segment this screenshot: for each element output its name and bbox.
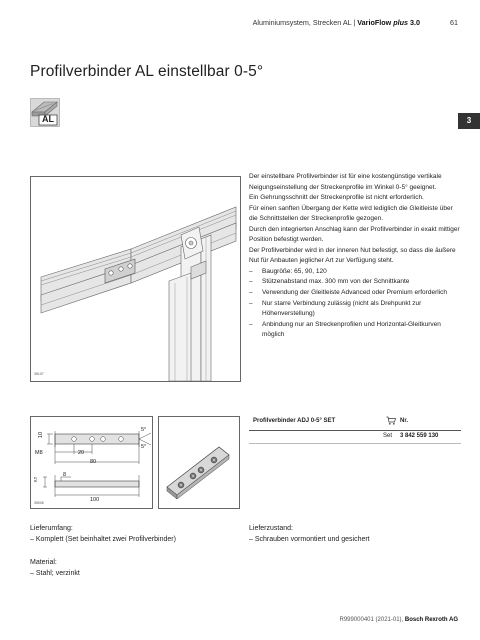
- material: [30, 557, 80, 579]
- material-label: Material:: [30, 559, 57, 566]
- chapter-tab: 3: [458, 113, 480, 129]
- delivery-state: [249, 523, 370, 545]
- feature-bullet: – Stützenabstand max. 300 mm von der Schnittkante: [249, 277, 461, 288]
- dim-thickness: 8: [63, 472, 67, 478]
- dim-pitch: 20: [78, 450, 85, 456]
- material-item: – Stahl; verzinkt: [30, 570, 80, 577]
- page-footer: [339, 617, 458, 623]
- page-title: Profilverbinder AL einstellbar 0-5°: [30, 63, 264, 80]
- description-paragraph: Durch den integrierten Anschlag kann der Profilverbinder in exakt mittiger Position befestigt werden.: [249, 225, 460, 244]
- product-description: [249, 172, 461, 341]
- dim-side-height: 8,5: [32, 476, 38, 483]
- part-number-header: Nr.: [400, 418, 409, 424]
- page-header: [0, 18, 480, 32]
- page-number: 61: [450, 18, 458, 27]
- dim-offset: M8: [35, 450, 43, 456]
- connector-assembly-drawing: [31, 177, 240, 381]
- feature-bullet: – Nur starre Verbindung zulässig (nicht als Drehpunkt zur Höhenverstellung): [249, 299, 461, 320]
- order-unit: Set: [383, 433, 393, 439]
- delivery-state-label: Lieferzustand:: [249, 525, 293, 532]
- delivery-scope-text: Komplett (Set beinhaltet zwei Profilverbinder): [35, 536, 176, 543]
- dim-angle-top: 5°: [141, 427, 147, 433]
- description-paragraph: Der einstellbare Profilverbinder ist für eine kostengünstige vertikale Neigungseinstellung der Streckenprofile im Winkel 0-5° geeignet.: [249, 173, 442, 191]
- shopping-cart-icon: [386, 416, 396, 427]
- material-text: Stahl; verzinkt: [35, 570, 80, 577]
- document-code: R999000401 (2021-01),: [339, 617, 404, 623]
- breadcrumb-brand: [357, 18, 420, 27]
- dimension-drawing: [30, 416, 153, 509]
- figure-number: 35107: [34, 372, 44, 376]
- dim-height: 10: [38, 431, 45, 439]
- product-photo: [158, 416, 240, 509]
- dim-length-bottom: 100: [90, 497, 100, 503]
- feature-bullet: – Baugröße: 65, 90, 120: [249, 267, 461, 278]
- description-paragraph: Ein Gehrungsschnitt der Streckenprofile ist nicht erforderlich.: [249, 194, 424, 202]
- al-profile-badge: [30, 98, 60, 127]
- feature-bullet: – Anbindung nur an Streckenprofilen und Horizontal-Gleitkurven möglich: [249, 320, 461, 341]
- company-name: Bosch Rexroth AG: [404, 617, 458, 623]
- delivery-state-item: – Schrauben vormontiert und gesichert: [249, 536, 370, 543]
- description-paragraph: Für einen sanften Übergang der Kette wird lediglich die Gleitleiste über die Schnittstellen der Streckenprofile gezogen.: [249, 204, 453, 223]
- brand-plus: plus: [393, 18, 408, 27]
- delivery-scope-item: – Komplett (Set beinhaltet zwei Profilverbinder): [30, 536, 176, 543]
- feature-bullet: – Verwendung der Gleitleiste Advanced oder Premium erforderlich: [249, 288, 461, 299]
- dim-angle-bottom: 5°: [141, 444, 147, 450]
- breadcrumb: [253, 18, 420, 27]
- part-number: 3 842 559 130: [400, 433, 439, 439]
- brand-name: VarioFlow: [357, 18, 392, 27]
- badge-label: AL: [42, 114, 54, 124]
- order-table-row: [249, 431, 461, 444]
- delivery-state-text: Schrauben vormontiert und gesichert: [254, 536, 370, 543]
- description-paragraph: Der Profilverbinder wird in der inneren Nut befestigt, so dass die äußere Nut für Anbauten jeglicher Art zur Verfügung steht.: [249, 246, 456, 265]
- breadcrumb-prefix: Aluminiumsystem, Strecken AL: [252, 18, 352, 27]
- order-table-header: [249, 415, 461, 431]
- main-product-figure: [30, 176, 241, 382]
- delivery-scope: [30, 523, 176, 545]
- dim-figure-number: 35006: [34, 501, 44, 505]
- brand-version: 3.0: [410, 18, 420, 27]
- breadcrumb-separator: |: [353, 18, 356, 27]
- connector-photo: [159, 417, 239, 508]
- dim-length-top: 80: [90, 459, 97, 465]
- delivery-scope-label: Lieferumfang:: [30, 525, 73, 532]
- order-table: [249, 415, 461, 444]
- product-name: Profilverbinder ADJ 0-5° SET: [253, 418, 336, 424]
